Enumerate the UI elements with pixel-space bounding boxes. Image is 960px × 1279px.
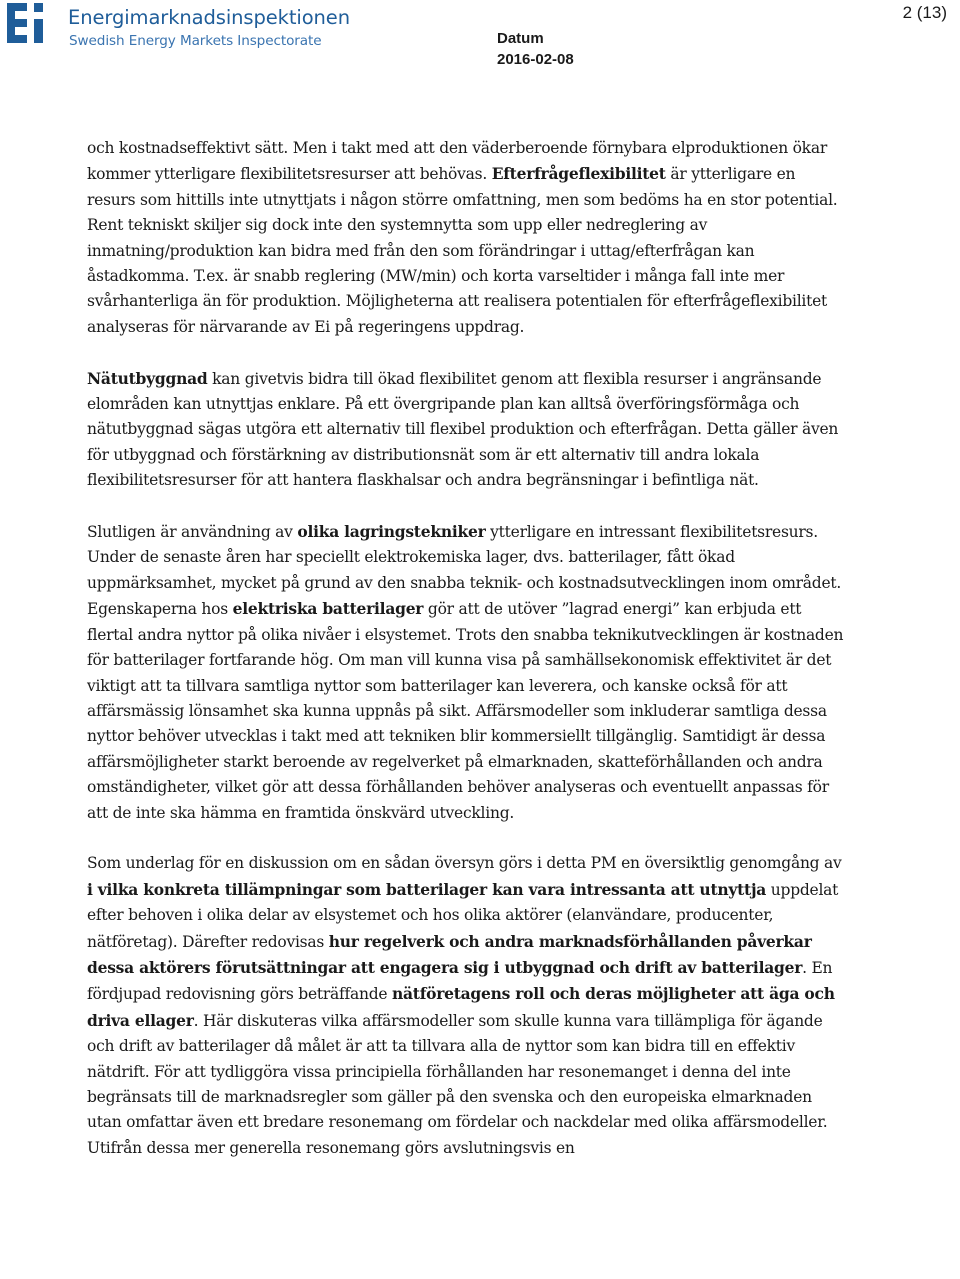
- page-number: 2 (13): [902, 3, 947, 22]
- paragraph-text: är ytterligare en resurs som hittills inte utnyttjats i någon större omfattning, men som bedöms ha en stor potential. Rent tekniskt skiljer sig dock inte den systemnytta som upp eller nedreglering av inmatning/produktion kan bidra med från den som förändringar i uttag/efterfrågan kan åstadkomma. T.ex. är snabb reglering (MW/min) och korta varseltider i många fall inte mer svårhanterliga än för produktion. Möjligheterna att realisera potentialen för efterfrågeflexibilitet analyseras för närvarande av Ei på regeringens uppdrag.: [87, 165, 838, 336]
- emphasis-text: nätföretagens roll och deras möjligheter att äga och driva ellager: [87, 984, 835, 1030]
- emphasis-text: Efterfrågeflexibilitet: [491, 164, 666, 184]
- emphasis-text: Nätutbyggnad: [87, 368, 208, 388]
- date-value: 2016-02-08: [497, 51, 574, 68]
- ei-logo-icon: [7, 0, 59, 50]
- page-header: [0, 0, 960, 68]
- paragraph-flexibility: [87, 136, 847, 340]
- paragraph-storage: [87, 519, 847, 826]
- org-name-english: Swedish Energy Markets Inspectorate: [69, 33, 322, 49]
- paragraph-grid-expansion: [87, 366, 847, 494]
- paragraph-text: Slutligen är användning av: [87, 523, 298, 542]
- paragraph-text: ytterligare en intressant flexibilitetsresurs. Under de senaste åren har speciellt elektrokemiska lager, dvs. batterilager, fått ökad uppmärksamhet, mycket på grund av den snabba teknik- och kostnadsutvecklingen inom området. Egenskaperna hos: [87, 523, 842, 619]
- paragraph-text: gör att de utöver ”lagrad energi” kan erbjuda ett flertal andra nyttor på olika nivåer i elsystemet. Trots den snabba teknikutvecklingen är kostnaden för batterilager fortfarande hög. Om man vill kunna visa på samhällsekonomisk effektivitet är det viktigt att ta tillvara samtliga nyttor som batterilager kan leverera, och kanske också för att affärsmässig lönsamhet ska kunna uppnås på sikt. Affärsmodeller som inkluderar samtliga dessa nyttor behöver utvecklas i takt med att tekniken blir kommersiellt tillgänglig. Samtidigt är dessa affärsmöjligheter starkt beroende av regelverket på elmarknaden, skatteförhållanden och andra omständigheter, vilket gör att dessa förhållanden behöver analyseras och eventuellt anpassas för att de inte ska hämma en framtida önskvärd utveckling.: [87, 600, 844, 822]
- org-name: Energimarknadsinspektionen: [68, 6, 350, 29]
- paragraph-pm-scope: [87, 851, 847, 1161]
- paragraph-text: . En fördjupad redovisning görs beträffande: [87, 958, 833, 1004]
- document-body: [87, 136, 847, 1187]
- emphasis-text: i vilka konkreta tillämpningar som batterilager kan vara intressanta att utnyttja: [87, 879, 767, 899]
- emphasis-text: elektriska batterilager: [232, 599, 424, 619]
- emphasis-text: hur regelverk och andra marknadsförhållanden påverkar dessa aktörers förutsättningar att engagera sig i utbyggnad och drift av batterilager: [87, 931, 812, 977]
- paragraph-text: . Här diskuteras vilka affärsmodeller som skulle kunna vara tillämpliga för ägande och drift av batterilager då målet är att ta tillvara alla de nyttor som kan bidra till en effektiv nätdrift. För att tydliggöra vissa principiella förhållanden har resonemanget i denna del inte begränsats till de marknadsregler som gäller på den svenska och den europeiska elmarknaden utan omfattar även ett bredare resonemang om fördelar och nackdelar med olika affärsmodeller. Utifrån dessa mer generella resonemang görs avslutningsvis en: [87, 1011, 828, 1157]
- paragraph-text: och kostnadseffektivt sätt. Men i takt med att den väderberoende förnybara elproduktionen ökar kommer ytterligare flexibilitetsresurser att behövas.: [87, 139, 827, 184]
- date-label: Datum: [497, 30, 544, 47]
- emphasis-text: olika lagringstekniker: [297, 522, 486, 542]
- paragraph-text: uppdelat efter behoven i olika delar av elsystemet och hos olika aktörer (elanvändare, producenter, nätföretag). Därefter redovisas: [87, 880, 839, 951]
- paragraph-text: kan givetvis bidra till ökad flexibilitet genom att flexibla resurser i angränsande elområden kan utnyttjas enklare. På ett övergripande plan kan alltså överföringsförmåga och nätutbyggnad sägas utgöra ett alternativ till flexibel produktion och efterfrågan. Detta gäller även för utbyggnad och förstärkning av distributionsnät som är ett alternativ till andra lokala flexibilitetsresurser för att hantera flaskhalsar och andra begränsningar i befintliga nät.: [87, 369, 839, 490]
- paragraph-text: Som underlag för en diskussion om en sådan översyn görs i detta PM en översiktlig genomgång av: [87, 854, 842, 873]
